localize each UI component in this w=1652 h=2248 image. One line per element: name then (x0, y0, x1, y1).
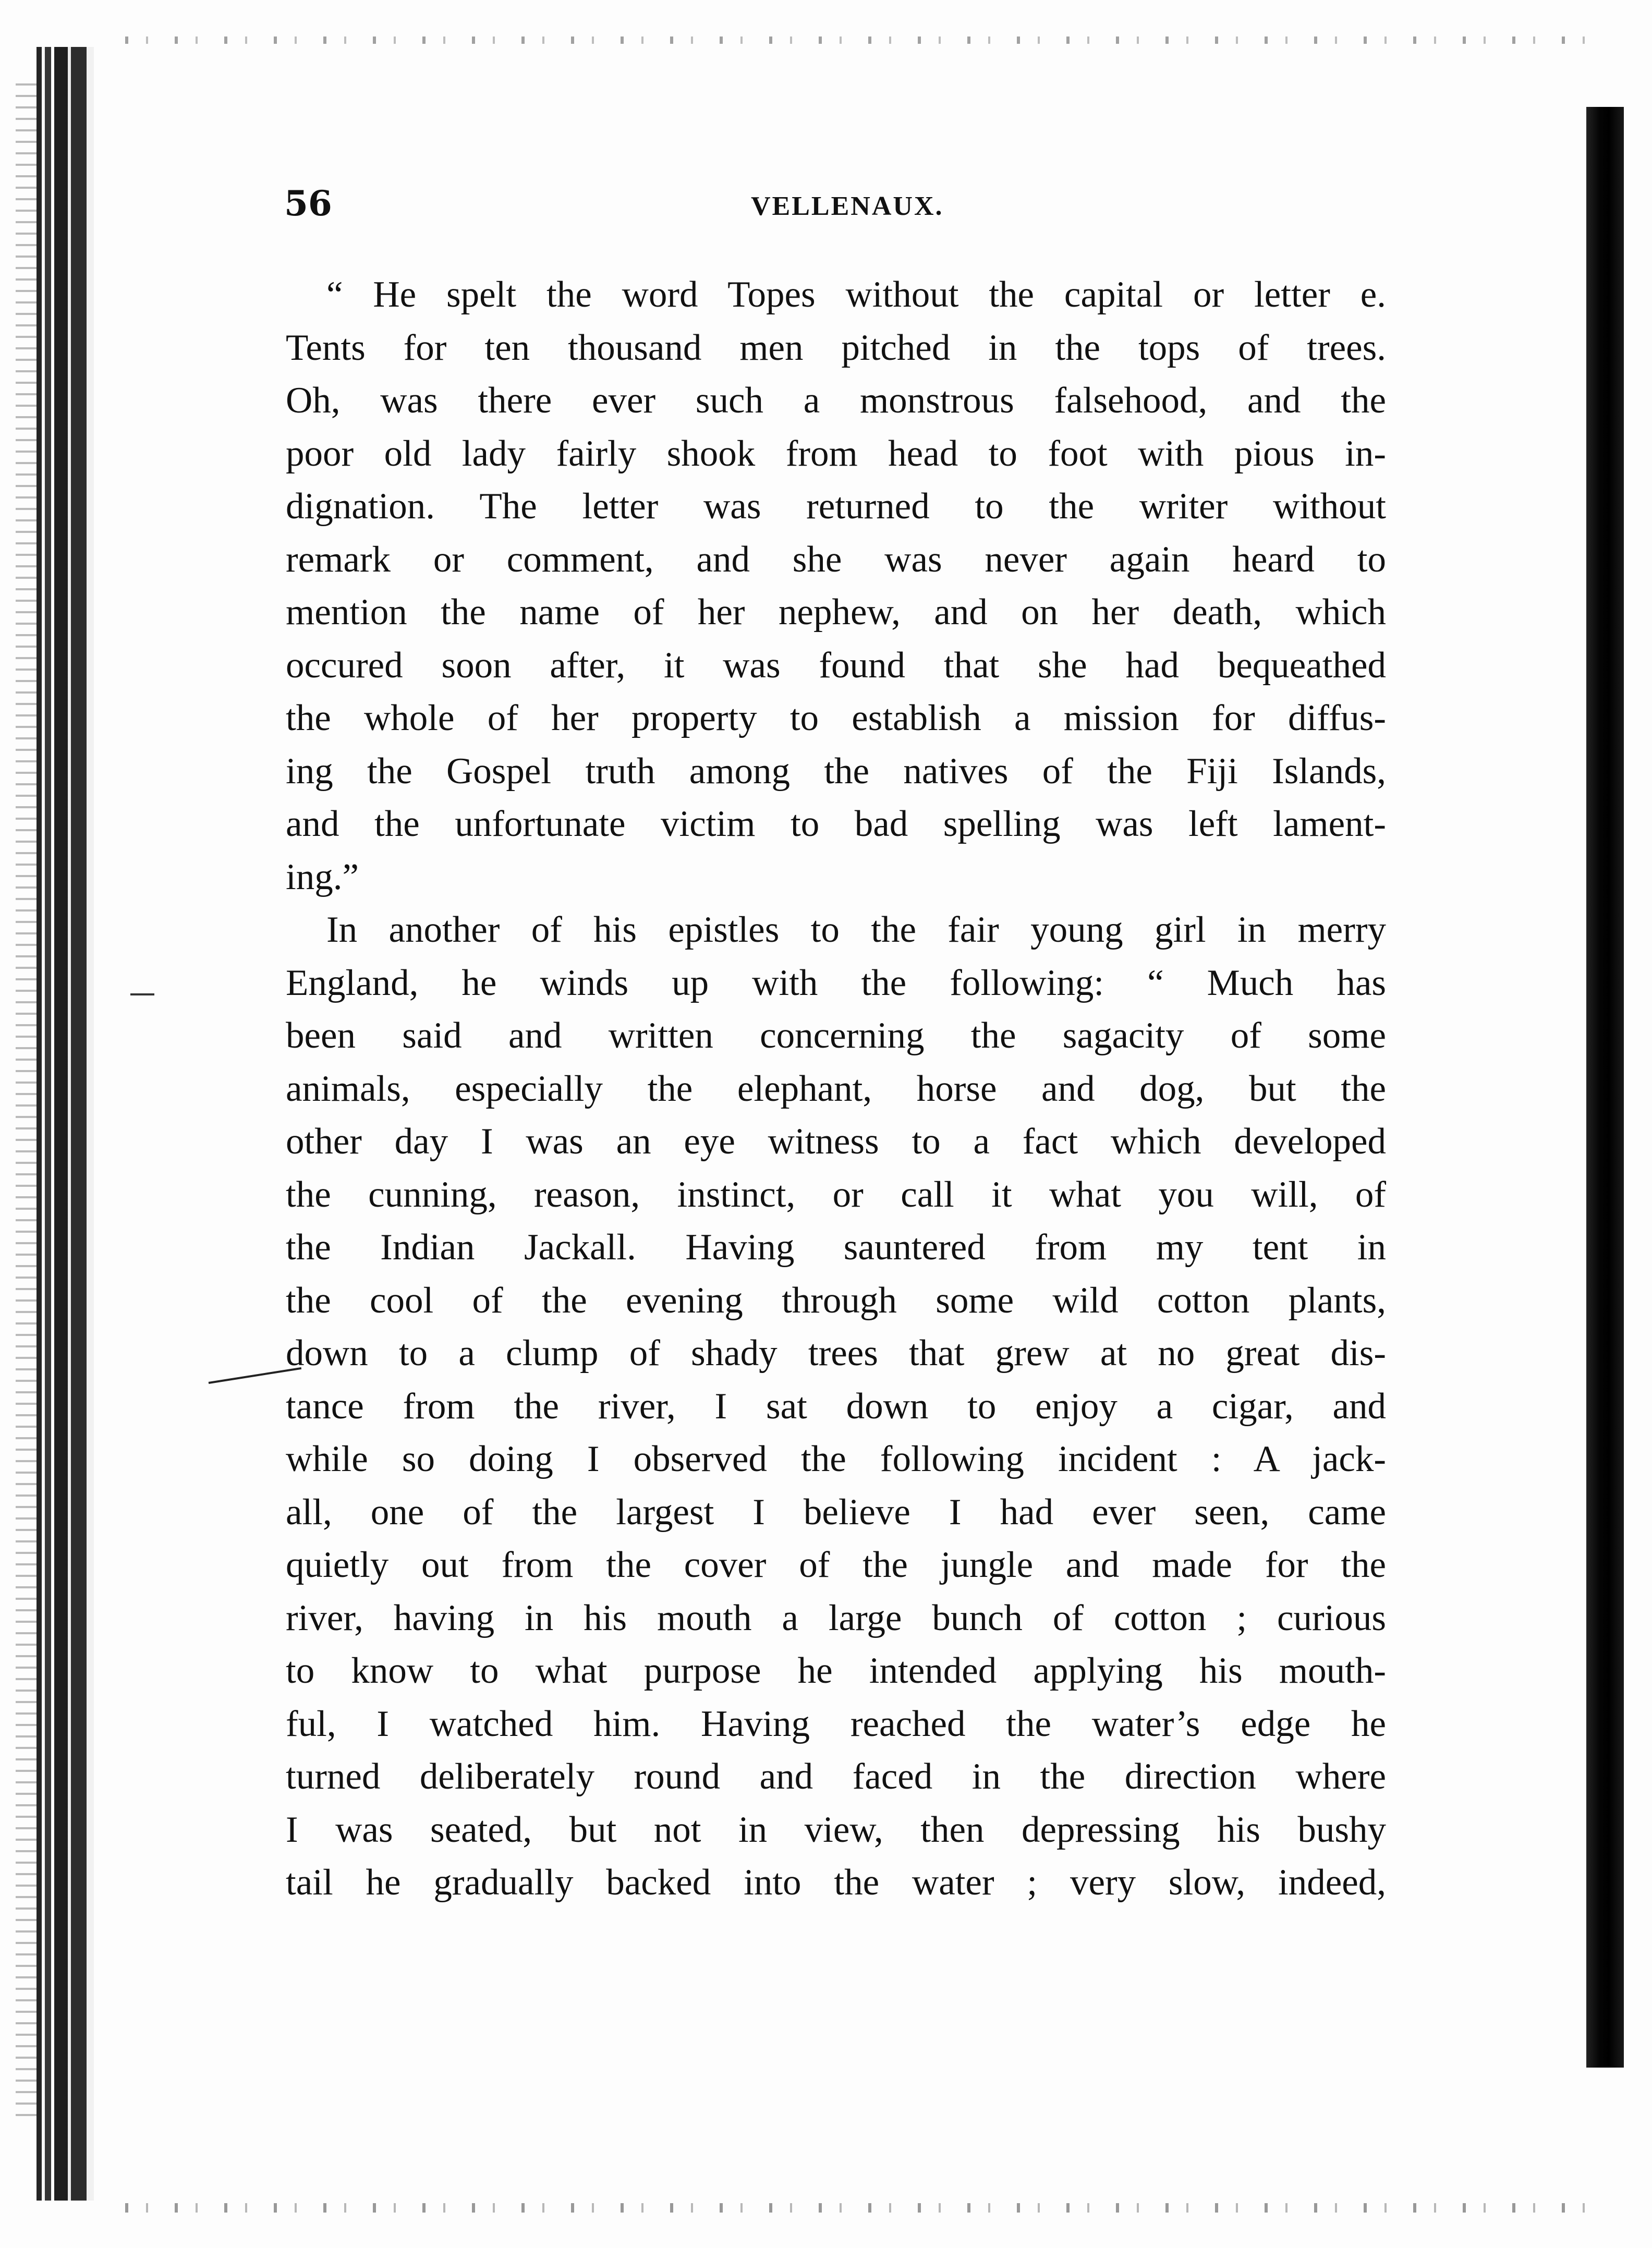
right-binding-edge (1586, 107, 1624, 2068)
text-line: ing.” (286, 856, 359, 897)
text-line: tance from the river, I sat down to enjoy a cigar, and (286, 1386, 1386, 1427)
text-line: mention the name of her nephew, and on her death, which (286, 592, 1386, 633)
text-line: In another of his epistles to the fair young girl in merry (326, 909, 1386, 950)
text-line: ful, I watched him. Having reached the water’s edge he (286, 1703, 1386, 1744)
text-line: turned deliberately round and faced in the direction where (286, 1756, 1386, 1797)
text-line: all, one of the largest I believe I had ever seen, came (286, 1491, 1386, 1533)
text-line: ing the Gospel truth among the natives of the Fiji Islands, (286, 750, 1386, 792)
text-line: the cunning, reason, instinct, or call it what you will, of (286, 1174, 1386, 1215)
text-line: to know to what purpose he intended applying his mouth- (286, 1650, 1386, 1691)
text-line: river, having in his mouth a large bunch of cotton ; curious (286, 1597, 1386, 1638)
text-line: poor old lady fairly shook from head to foot with pious in- (286, 433, 1386, 474)
text-line: the Indian Jackall. Having sauntered from my tent in (286, 1227, 1386, 1268)
left-binding-edge (37, 47, 94, 2201)
top-scan-noise (125, 37, 1585, 44)
text-line: Oh, was there ever such a monstrous falsehood, and the (286, 380, 1386, 421)
running-head: VELLENAUX. (751, 191, 944, 221)
text-line: “ He spelt the word Topes without the capital or letter e. (326, 274, 1386, 315)
text-line: down to a clump of shady trees that grew at no great dis- (286, 1333, 1386, 1374)
text-line: I was seated, but not in view, then depressing his bushy (286, 1809, 1386, 1850)
text-line: the cool of the evening through some wild cotton plants, (286, 1280, 1386, 1321)
text-line: quietly out from the cover of the jungle and made for the (286, 1545, 1386, 1585)
text-line: tail he gradually backed into the water ; very slow, indeed, (286, 1862, 1386, 1903)
text-line: the whole of her property to establish a mission for diffus- (286, 698, 1386, 738)
text-line: animals, especially the elephant, horse and dog, but the (286, 1068, 1386, 1109)
text-line: remark or comment, and she was never again heard to (286, 539, 1386, 580)
text-line: England, he winds up with the following: “ Much has (286, 962, 1386, 1003)
text-line: been said and written concerning the sagacity of some (286, 1015, 1386, 1056)
margin-dash-mark (130, 993, 154, 995)
text-line: dignation. The letter was returned to the writer without (286, 486, 1386, 527)
left-binding-shadow (16, 83, 37, 2117)
page-header (284, 180, 1390, 227)
body-text (286, 269, 1386, 1910)
page-number: 56 (284, 183, 332, 224)
text-line: and the unfortunate victim to bad spelling was left lament- (286, 804, 1386, 844)
text-line: occured soon after, it was found that she had bequeathed (286, 645, 1386, 686)
bottom-scan-noise (125, 2203, 1585, 2213)
text-line: other day I was an eye witness to a fact which developed (286, 1121, 1386, 1162)
text-line: while so doing I observed the following incident : A jack- (286, 1439, 1386, 1479)
text-line: Tents for ten thousand men pitched in the tops of trees. (286, 327, 1386, 368)
